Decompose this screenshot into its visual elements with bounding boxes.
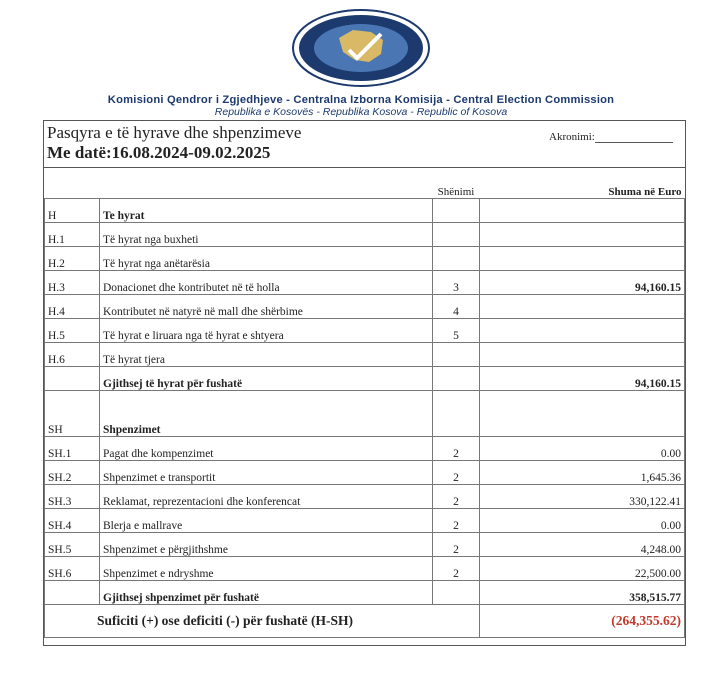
table-row: H.6 Të hyrat tjera [45,343,685,367]
income-total-label: Gjithsej të hyrat për fushatë [100,367,433,391]
institution-header: Komisioni Qendror i Zgjedhjeve - Centralna Izborna Komisija - Central Election Commission [107,94,615,106]
document-title: Pasqyra e të hyrave dhe shpenzimeve [47,123,302,142]
acronym-label: Akronimi: [549,131,595,143]
section-code: SH [45,391,100,437]
income-expense-table [44,168,685,638]
table-row: H.4 Kontributet në natyrë në mall dhe shërbime 4 [45,295,685,319]
expense-total-label: Gjithsej shpenzimet për fushatë [100,581,433,605]
section-code: H [45,199,100,223]
income-section-row [45,199,685,223]
result-row [45,605,685,638]
statement-frame [43,120,686,646]
table-row: H.1 Të hyrat nga buxheti [45,223,685,247]
col-label-header [100,168,433,199]
table-row: SH.6 Shpenzimet e ndryshme 2 22,500.00 [45,557,685,581]
acronym-field [549,131,673,143]
income-total-row [45,367,685,391]
table-row: H.3 Donacionet dhe kontributet në të holla 3 94,160.15 [45,271,685,295]
table-row: H.2 Të hyrat nga anëtarësia [45,247,685,271]
income-total-amount: 94,160.15 [480,367,685,391]
col-code-header [45,168,100,199]
result-amount: (264,355.62) [480,605,685,638]
cec-seal-icon [291,8,431,88]
table-row: H.5 Të hyrat e liruara nga të hyrat e shtyera 5 [45,319,685,343]
table-row: SH.4 Blerja e mallrave 2 0.00 [45,509,685,533]
col-note-header: Shënimi [433,168,480,199]
table-header-row [45,168,685,199]
acronym-value [595,132,673,143]
table-row: SH.1 Pagat dhe kompenzimet 2 0.00 [45,437,685,461]
republic-header: Republika e Kosovës - Republika Kosova - Republic of Kosova [214,106,508,118]
document-date: Me datë:16.08.2024-09.02.2025 [47,143,271,162]
table-row: SH.3 Reklamat, reprezentacioni dhe konferencat 2 330,122.41 [45,485,685,509]
expense-section-row [45,391,685,437]
section-label: Shpenzimet [100,391,433,437]
expense-total-row [45,581,685,605]
col-amount-header: Shuma në Euro [480,168,685,199]
expense-total-amount: 358,515.77 [480,581,685,605]
table-row: SH.2 Shpenzimet e transportit 2 1,645.36 [45,461,685,485]
title-box [44,121,685,168]
table-row: SH.5 Shpenzimet e përgjithshme 2 4,248.00 [45,533,685,557]
section-label: Te hyrat [100,199,433,223]
result-label: Suficiti (+) ose deficiti (-) për fushatë (H-SH) [45,605,480,638]
